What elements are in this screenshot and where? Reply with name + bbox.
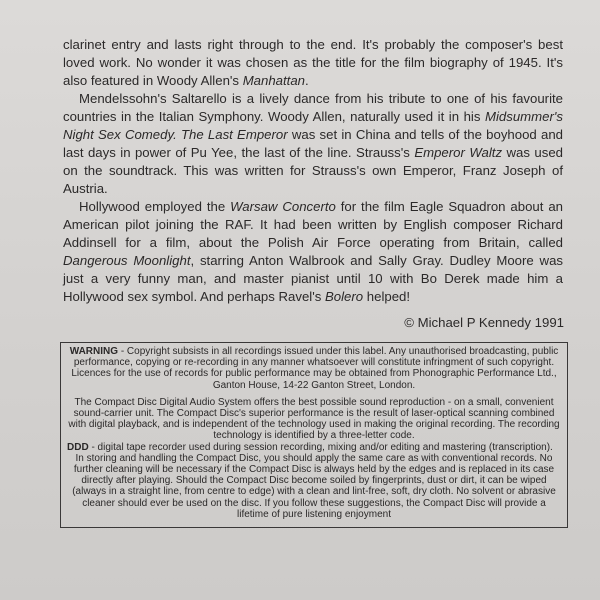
essay-text-run: was set in China and tells of the boyhood and last days in power of Pu Yee, the last of the line. Strauss's bbox=[63, 127, 563, 160]
essay-paragraph-3 bbox=[63, 198, 563, 306]
work-title: Emperor Waltz bbox=[414, 145, 503, 160]
ddd-code-info bbox=[67, 442, 561, 453]
work-title: Warsaw Concerto bbox=[230, 199, 336, 214]
warning-text: - Copyright subsists in all recordings issued under this label. Any unauthorised broadcasting, public performance, copying or re-recording in any manner whatsoever will constitute infringment of such copyright. Licences for the use of records for public performance may be obtained from Phonographic Performance Ltd., Ganton House, 14-22 Ganton Street, London. bbox=[71, 346, 559, 391]
essay-text-run: , starring Anton Walbrook and Sally Gray. Dudley Moore was just a very funny man, and master pianist until 10 with Bo Derek made him a Hollywood sex symbol. And perhaps Ravel's bbox=[63, 253, 563, 304]
ddd-label: DDD bbox=[67, 441, 89, 453]
essay-text-run: Hollywood employed the bbox=[79, 199, 231, 214]
essay-text bbox=[63, 36, 563, 306]
legal-notice-box bbox=[60, 342, 568, 528]
ddd-text: - digital tape recorder used during session recording, mixing and/or editing and mastering (transcription). bbox=[88, 441, 553, 453]
film-title: Dangerous Moonlight bbox=[63, 253, 191, 268]
essay-text-run: clarinet entry and lasts right through to the end. It's probably the composer's best loved work. No wonder it was chosen as the title for the film biography of 1945. It's also featured in Woody Allen's bbox=[63, 37, 563, 88]
essay-paragraph-2 bbox=[63, 90, 563, 198]
copyright-credit: © Michael P Kennedy 1991 bbox=[404, 315, 564, 330]
film-title: Midsummer's Night Sex Comedy. The Last Emperor bbox=[63, 109, 563, 142]
essay-text-run: . bbox=[305, 73, 309, 88]
warning-label: WARNING bbox=[69, 346, 119, 357]
essay-paragraph-1 bbox=[63, 36, 563, 90]
disc-care-info: In storing and handling the Compact Disc, you should apply the same care as with conventional records. No further cleaning will be necessary if the Compact Disc is always held by the edges and is replaced in its case directly after playing. Should the Compact Disc become soiled by fingerprints, dust or dirt, it can be wiped (always in a straight line, from centre to edge) with a clean and lint-free, soft, dry cloth. No solvent or abrasive cleaner should ever be used on the disc. If you follow these suggestions, the Compact Disc will provide a lifetime of pure listening enjoyment bbox=[72, 452, 556, 520]
essay-text-run: for the film Eagle Squadron about an American pilot joining the RAF. It had been written by English composer Richard Addinsell for a film, about the Polish Air Force operating from Britain, called bbox=[63, 199, 563, 250]
warning-notice bbox=[67, 346, 561, 391]
work-title: Bolero bbox=[325, 289, 364, 304]
compact-disc-info: The Compact Disc Digital Audio System offers the best possible sound reproduction - on a small, convenient sound-carrier unit. The Compact Disc's superior performance is the result of laser-optical scanning combined with digital playback, and is independent of the technology used in making the original recording. The recording technology is identified by a three-letter code. bbox=[68, 396, 560, 442]
film-title: Manhattan bbox=[242, 73, 306, 88]
essay-text-run: helped! bbox=[363, 289, 411, 304]
essay-text-run: Mendelssohn's Saltarello is a lively dance from his tribute to one of his favourite countries in the Italian Symphony. Woody Allen, naturally used it in his bbox=[63, 91, 563, 124]
essay-text-run: was used on the soundtrack. This was written for Strauss's own Emperor, Franz Joseph of Austria. bbox=[63, 145, 563, 196]
